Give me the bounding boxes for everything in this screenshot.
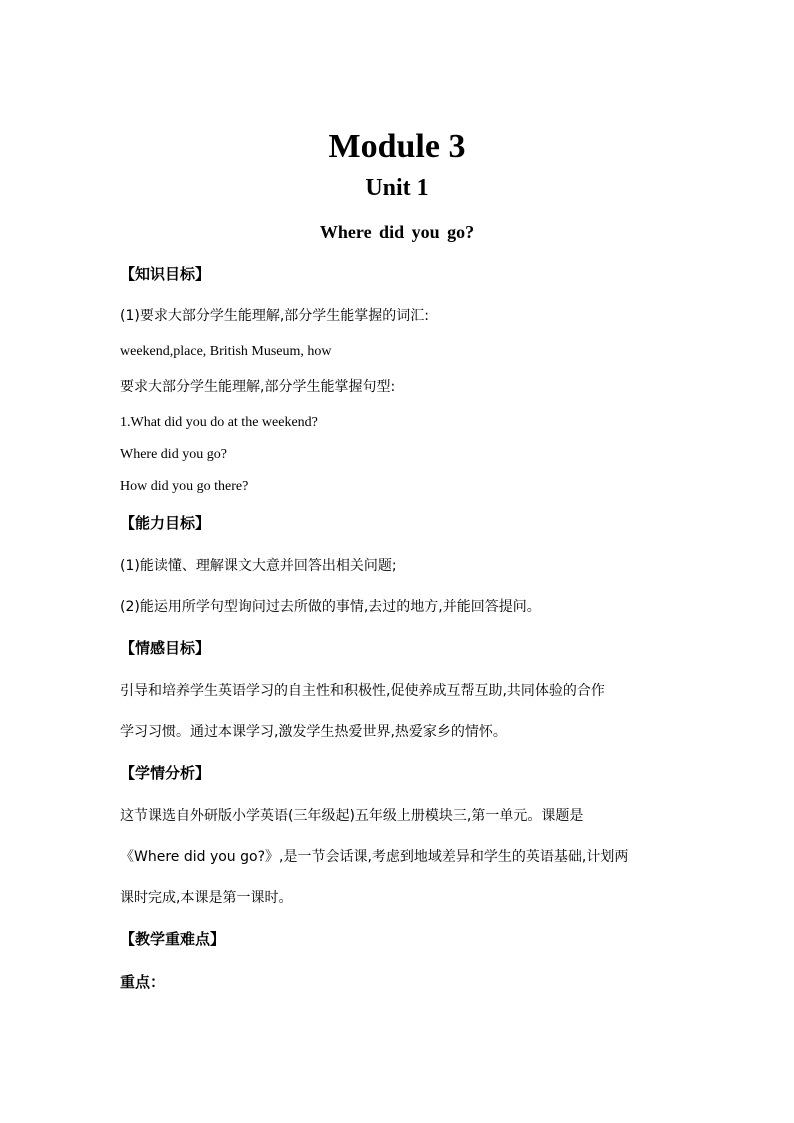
emotion-heading: 【情感目标】 [120, 639, 211, 657]
ability-heading: 【能力目标】 [120, 514, 211, 532]
ability-line-2: (2)能运用所学句型询问过去所做的事情,去过的地方,并能回答提问。 [120, 599, 541, 615]
emotion-line-2: 学习习惯。通过本课学习,激发学生热爱世界,热爱家乡的情怀。 [120, 724, 507, 740]
analysis-line-3: 课时完成,本课是第一课时。 [120, 890, 293, 906]
ability-line-1: (1)能读懂、理解课文大意并回答出相关问题; [120, 558, 397, 574]
module-title: Module 3 [328, 128, 466, 165]
analysis-line-1: 这节课选自外研版小学英语(三年级起)五年级上册模块三,第一单元。课题是 [120, 808, 584, 824]
analysis-heading: 【学情分析】 [120, 764, 211, 782]
emotion-line-1: 引导和培养学生英语学习的自主性和积极性,促使养成互帮互助,共同体验的合作 [120, 683, 605, 699]
knowledge-line-1: (1)要求大部分学生能理解,部分学生能掌握的词汇: [120, 308, 429, 324]
lesson-title: Where did you go? [319, 222, 475, 242]
keypoints-subheading: 重点： [120, 973, 166, 991]
unit-title: Unit 1 [365, 175, 429, 201]
sentence-2: Where did you go? [120, 447, 227, 462]
knowledge-line-2: 要求大部分学生能理解,部分学生能掌握句型: [120, 379, 396, 395]
sentence-3: How did you go there? [120, 479, 249, 494]
analysis-line-2: 《Where did you go?》,是一节会话课,考虑到地域差异和学生的英语基础,计划两 [120, 849, 629, 865]
keypoints-heading: 【教学重难点】 [120, 930, 226, 948]
knowledge-heading: 【知识目标】 [120, 265, 211, 283]
knowledge-vocabulary: weekend,place, British Museum, how [120, 344, 332, 359]
sentence-1: 1.What did you do at the weekend? [120, 415, 318, 430]
